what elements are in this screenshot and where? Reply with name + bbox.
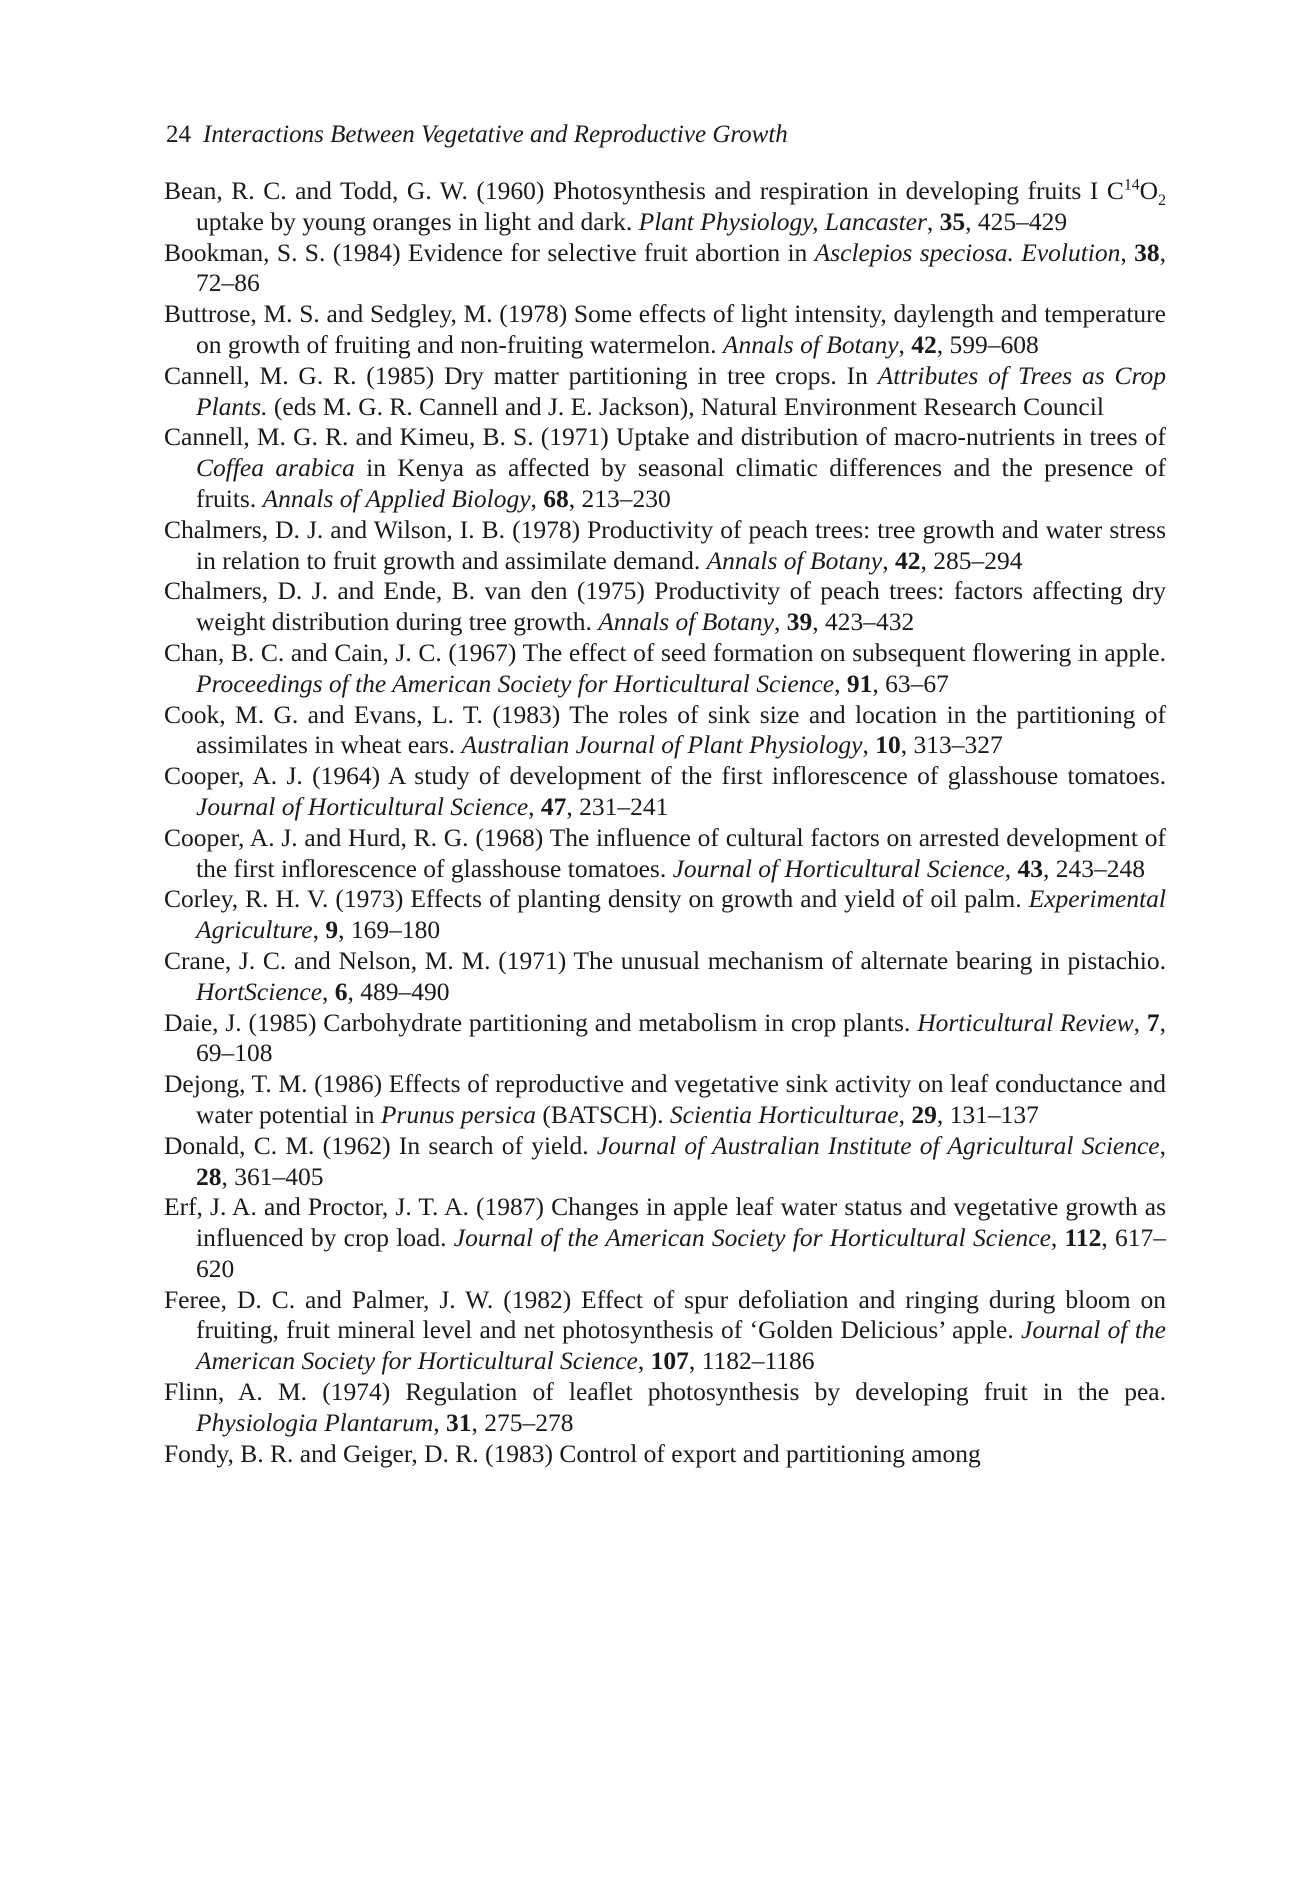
reference-italic-text: Annals of Botany: [722, 329, 899, 359]
reference-entry: [164, 1131, 1166, 1193]
reference-text: , 69–108: [196, 1007, 1166, 1068]
reference-volume: 31: [446, 1407, 472, 1437]
reference-text: Feree, D. C. and Palmer, J. W. (1982) Effect of spur defoliation and ringing during bloom on fruiting, fruit mineral level and net photosynthesis of ‘Golden Delicious’ apple.: [164, 1284, 1166, 1345]
reference-text: Daie, J. (1985) Carbohydrate partitioning and metabolism in crop plants.: [164, 1007, 918, 1037]
reference-italic-text: Australian Journal of Plant Physiology: [461, 730, 863, 760]
reference-text: , 617–620: [196, 1223, 1167, 1283]
running-title: Interactions Between Vegetative and Reproductive Growth: [203, 121, 788, 148]
reference-text: Cooper, A. J. (1964) A study of development of the first inflorescence of glasshouse tomatoes.: [164, 761, 1166, 791]
reference-entry: [164, 761, 1166, 823]
reference-text: ,: [528, 791, 541, 821]
reference-entry: [164, 422, 1166, 514]
reference-entry: [164, 946, 1166, 1008]
reference-text: , 599–608: [936, 329, 1039, 359]
reference-entry: [164, 638, 1166, 700]
reference-text: Bean, R. C. and Todd, G. W. (1960) Photosynthesis and respiration in developing fruits I C: [164, 176, 1124, 205]
reference-text: Chalmers, D. J. and Ende, B. van den (1975) Productivity of peach trees: factors affecting dry weight distribution during tree growth.: [164, 576, 1166, 637]
reference-text: , 213–230: [568, 483, 671, 513]
reference-entry: [164, 1069, 1166, 1131]
reference-text: , 131–137: [936, 1099, 1039, 1129]
reference-text: Buttrose, M. S. and Sedgley, M. (1978) Some effects of light intensity, daylength and temperature on growth of fruiting and non-fruiting watermelon.: [164, 299, 1166, 359]
reference-entry: [164, 238, 1166, 300]
reference-volume: 42: [895, 545, 921, 575]
reference-text: O: [1139, 176, 1159, 205]
reference-volume: 28: [196, 1161, 222, 1191]
reference-text: ,: [1159, 1130, 1166, 1160]
reference-subscript: 2: [1158, 192, 1166, 210]
reference-text: ,: [898, 329, 912, 359]
reference-text: ,: [926, 206, 940, 236]
reference-volume: 6: [334, 976, 348, 1006]
reference-text: ,: [1133, 1007, 1147, 1037]
reference-volume: 68: [543, 483, 569, 513]
reference-text: (eds M. G. R. Cannell and J. E. Jackson), Natural Environment Research Council: [267, 391, 1104, 421]
reference-text: ,: [834, 668, 847, 698]
reference-italic-text: Prunus persica: [380, 1099, 536, 1129]
reference-text: , 243–248: [1042, 853, 1145, 883]
reference-text: Cooper, A. J. and Hurd, R. G. (1968) The influence of cultural factors on arrested development of the first inflorescence of glasshouse tomatoes.: [164, 822, 1166, 883]
page-number: 24: [166, 121, 191, 148]
reference-volume: 7: [1146, 1007, 1160, 1037]
reference-italic-text: Experimental Agriculture: [196, 884, 1166, 945]
reference-entry: [164, 361, 1166, 423]
reference-text: Dejong, T. M. (1986) Effects of reproductive and vegetative sink activity on leaf conductance and water potential in: [164, 1069, 1166, 1129]
reference-text: , 169–180: [338, 915, 441, 945]
reference-text: , 231–241: [566, 791, 669, 821]
reference-italic-text: Physiologia Plantarum: [196, 1407, 434, 1437]
reference-text: uptake by young oranges in light and dark.: [196, 206, 639, 236]
reference-italic-text: Annals of Botany: [598, 607, 774, 637]
reference-text: ,: [433, 1407, 447, 1437]
reference-volume: 107: [650, 1346, 689, 1376]
reference-text: ,: [530, 483, 544, 513]
reference-text: Erf, J. A. and Proctor, J. T. A. (1987) Changes in apple leaf water status and vegetative growth as influenced by crop load.: [164, 1192, 1166, 1253]
reference-italic-text: Annals of Botany: [706, 545, 883, 575]
reference-volume: 10: [875, 730, 901, 760]
reference-text: Flinn, A. M. (1974) Regulation of leaflet photosynthesis by developing fruit in the pea.: [164, 1377, 1166, 1407]
reference-text: , 275–278: [471, 1407, 574, 1437]
reference-text: Chan, B. C. and Cain, J. C. (1967) The effect of seed formation on subsequent flowering in apple.: [164, 637, 1166, 667]
reference-entry: [164, 1008, 1166, 1070]
reference-entry: [164, 515, 1166, 577]
reference-text: Chalmers, D. J. and Wilson, I. B. (1978) Productivity of peach trees: tree growth and water stress in relation to fruit growth and assimilate demand.: [164, 514, 1166, 575]
reference-text: , 63–67: [872, 668, 949, 698]
reference-list: [164, 176, 1166, 1469]
reference-entry: [164, 1285, 1166, 1377]
reference-volume: 47: [540, 791, 567, 821]
reference-italic-text: Journal of Australian Institute of Agricultural Science: [596, 1130, 1160, 1160]
reference-text: Crane, J. C. and Nelson, M. M. (1971) The unusual mechanism of alternate bearing in pistachio.: [164, 945, 1166, 975]
reference-entry: [164, 823, 1166, 885]
reference-text: , 285–294: [920, 545, 1023, 575]
reference-entry: [164, 1192, 1166, 1284]
reference-text: ,: [1050, 1223, 1065, 1253]
reference-text: Corley, R. H. V. (1973) Effects of planting density on growth and yield of oil palm.: [164, 884, 1029, 914]
reference-volume: 39: [786, 607, 813, 637]
reference-text: Bookman, S. S. (1984) Evidence for selective fruit abortion in: [164, 237, 815, 267]
reference-volume: 35: [939, 206, 966, 236]
reference-text: , 313–327: [900, 730, 1003, 760]
reference-volume: 9: [325, 915, 339, 945]
reference-entry: [164, 176, 1166, 238]
reference-italic-text: HortScience: [196, 976, 323, 1006]
reference-entry: [164, 1439, 1166, 1470]
reference-text: ,: [322, 976, 335, 1006]
reference-italic-text: Coffea arabica: [196, 453, 355, 483]
reference-text: , 423–432: [812, 607, 915, 637]
reference-italic-text: Attributes of Trees as Crop Plants.: [196, 360, 1166, 421]
reference-text: Cook, M. G. and Evans, L. T. (1983) The roles of sink size and location in the partitioning of assimilates in wheat ears.: [164, 699, 1166, 760]
reference-text: , 425–429: [965, 206, 1068, 236]
reference-italic-text: Journal of the American Society for Horticultural Science: [196, 1315, 1166, 1376]
reference-italic-text: Journal of the American Society for Horticultural Science: [453, 1223, 1051, 1253]
reference-text: , 72–86: [196, 237, 1167, 298]
reference-text: ,: [637, 1346, 651, 1376]
reference-superscript: 14: [1123, 176, 1140, 194]
reference-italic-text: Journal of Horticultural Science: [196, 791, 529, 821]
reference-text: ,: [1120, 237, 1135, 267]
reference-text: in Kenya as affected by seasonal climatic differences and the presence of fruits.: [196, 453, 1167, 513]
reference-text: ,: [882, 545, 895, 575]
reference-volume: 29: [911, 1099, 937, 1129]
reference-italic-text: Asclepios speciosa. Evolution: [814, 237, 1121, 267]
reference-entry: [164, 299, 1166, 361]
reference-text: (BATSCH).: [535, 1099, 670, 1129]
reference-text: ,: [1004, 853, 1018, 883]
reference-text: Cannell, M. G. R. and Kimeu, B. S. (1971) Uptake and distribution of macro-nutrients in trees of: [164, 422, 1166, 452]
reference-italic-text: Scientia Horticulturae: [669, 1099, 899, 1129]
reference-text: ,: [312, 915, 326, 945]
reference-text: ,: [898, 1099, 912, 1129]
reference-entry: [164, 884, 1166, 946]
running-head: [166, 120, 788, 150]
reference-text: , 1182–1186: [688, 1346, 815, 1376]
reference-entry: [164, 700, 1166, 762]
reference-italic-text: Journal of Horticultural Science: [672, 853, 1005, 883]
reference-volume: 43: [1017, 853, 1043, 883]
reference-text: Cannell, M. G. R. (1985) Dry matter partitioning in tree crops. In: [164, 360, 878, 390]
reference-text: Fondy, B. R. and Geiger, D. R. (1983) Control of export and partitioning among: [164, 1438, 981, 1468]
reference-text: ,: [773, 607, 787, 637]
reference-entry: [164, 576, 1166, 638]
reference-text: ,: [862, 730, 876, 760]
reference-text: , 361–405: [221, 1161, 324, 1191]
reference-volume: 112: [1064, 1223, 1102, 1253]
reference-volume: 42: [911, 329, 937, 359]
reference-italic-text: Horticultural Review: [917, 1007, 1134, 1037]
reference-text: Donald, C. M. (1962) In search of yield.: [164, 1130, 597, 1160]
reference-italic-text: Plant Physiology, Lancaster: [638, 206, 927, 236]
reference-italic-text: Proceedings of the American Society for Horticultural Science: [196, 668, 835, 698]
reference-italic-text: Annals of Applied Biology: [262, 483, 531, 513]
reference-entry: [164, 1377, 1166, 1439]
reference-volume: 38: [1134, 237, 1160, 267]
reference-volume: 91: [846, 668, 873, 698]
reference-text: , 489–490: [347, 976, 450, 1006]
